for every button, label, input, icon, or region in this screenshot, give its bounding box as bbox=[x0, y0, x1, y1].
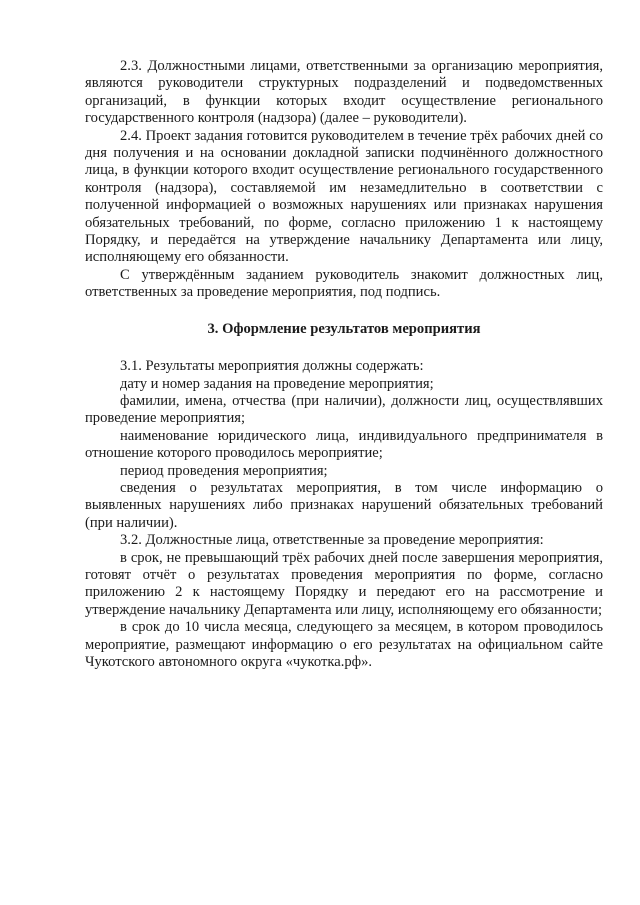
section-3-heading: 3. Оформление результатов мероприятия bbox=[207, 320, 481, 337]
list-item-date-number: дату и номер задания на проведение мероприятия; bbox=[120, 375, 434, 392]
paragraph-2-4: 2.4. Проект задания готовится руководителем в течение трёх рабочих дней со дня получения и на основании докладной записки подчинённого должностного лица, в функции которого входит осуществление регионального государственного контроля (надзора), составляемой им незамедлительно в соответствии с полученной информацией о возможных нарушениях или признаках нарушения обязательных требований, по форме, согласно приложению 1 к настоящему Порядку, и передаётся на утверждение начальнику Департамента или лицу, исполняющему его обязанности. bbox=[85, 127, 603, 266]
list-item-publication: в срок до 10 числа месяца, следующего за месяцем, в котором проводилось мероприятие, размещают информацию о его результатах на официальном сайте Чукотского автономного округа «чукотка.рф». bbox=[85, 619, 603, 670]
list-item-entity-name: наименование юридического лица, индивидуального предпринимателя в отношение которого проводилось мероприятие; bbox=[85, 427, 603, 462]
paragraph-signature-note: С утверждённым заданием руководитель знакомит должностных лиц, ответственных за проведение мероприятия, под подпись. bbox=[85, 266, 603, 301]
paragraph-2-3: 2.3. Должностными лицами, ответственными за организацию мероприятия, являются руководители структурных подразделений и подведомственных организаций, в функции которых входит осуществление регионального государственного контроля (надзора) (далее – руководители). bbox=[85, 58, 603, 127]
document-page bbox=[85, 58, 603, 671]
list-item-period: период проведения мероприятия; bbox=[120, 462, 328, 479]
list-item-results-info: сведения о результатах мероприятия, в том числе информацию о выявленных нарушениях либо признаках нарушений обязательных требований (при наличии). bbox=[85, 479, 603, 531]
list-item-report-deadline: в срок, не превышающий трёх рабочих дней после завершения мероприятия, готовят отчёт о результатах проведения мероприятия по форме, согласно приложению 2 к настоящему Порядку и передают его на рассмотрение и утверждение начальнику Департамента или лицу, исполняющему его обязанности; bbox=[85, 549, 603, 618]
paragraph-3-1: 3.1. Результаты мероприятия должны содержать: bbox=[120, 358, 424, 375]
paragraph-3-2: 3.2. Должностные лица, ответственные за проведение мероприятия: bbox=[120, 532, 544, 549]
list-item-names: фамилии, имена, отчества (при наличии), должности лиц, осуществлявших проведение мероприятия; bbox=[85, 392, 603, 427]
